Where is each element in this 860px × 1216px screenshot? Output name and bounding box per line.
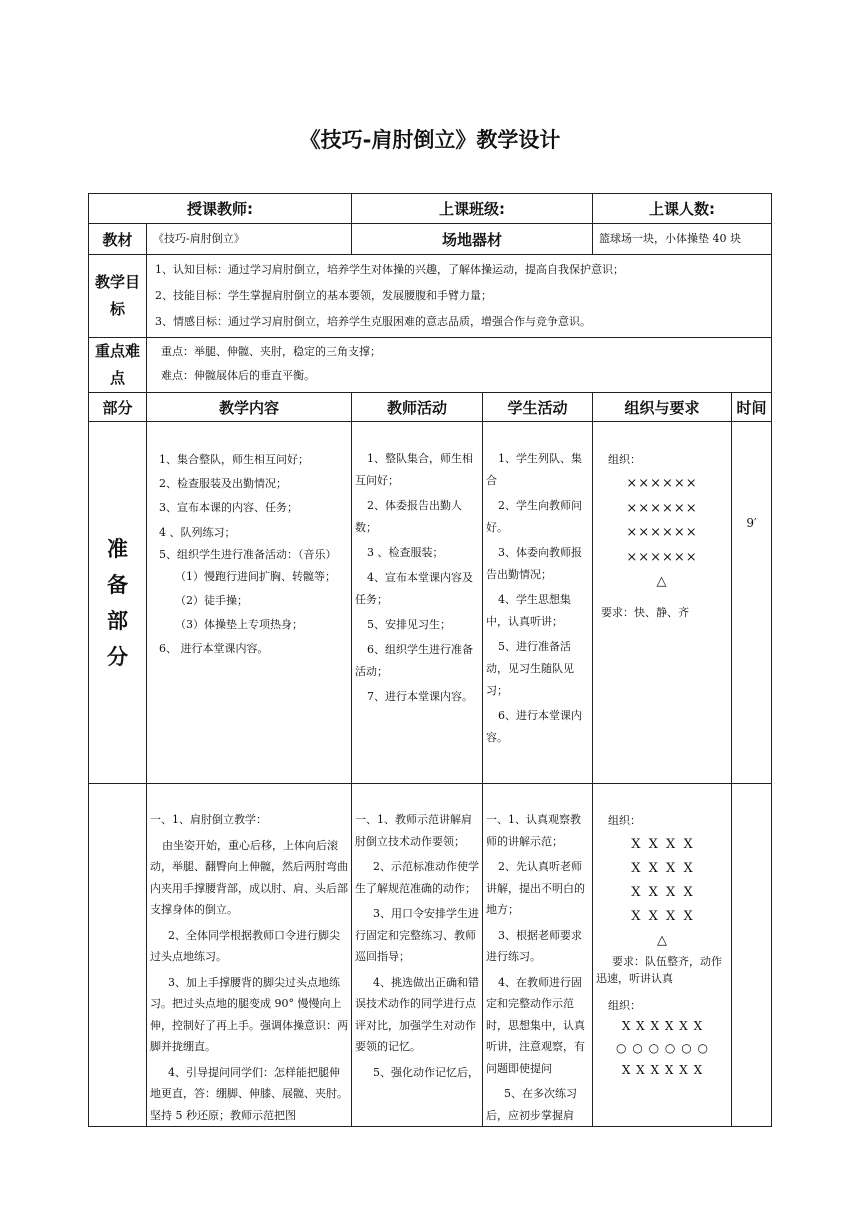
list-item: 2、学生向教师问好。 (486, 499, 582, 534)
list-item: （3）体操垫上专项热身； (175, 618, 303, 632)
list-item: 一、1、教师示范讲解肩肘倒立技术动作要领； (355, 813, 472, 848)
list-item: 7、进行本堂课内容。 (367, 690, 473, 703)
list-item: 2、先认真听老师讲解，提出不明白的地方； (486, 860, 585, 916)
teacher-field: 授课教师: (89, 194, 352, 224)
goal-item: 1、认知目标：通过学习肩肘倒立，培养学生对体操的兴趣，了解体操运动，提高自我保护意识； (155, 263, 624, 276)
formation-row: ×××××× (626, 500, 698, 516)
formation-row: X X X X (631, 861, 693, 877)
venue-value: 篮球场一块，小体操垫 40 块 (593, 224, 772, 255)
col-header-content: 教学内容 (147, 393, 352, 422)
col-header-section: 部分 (89, 393, 147, 422)
list-item: 6、进行本堂课内容。 (486, 709, 582, 744)
list-item: （1）慢跑行进间扩胸、转髋等； (175, 569, 336, 583)
formation-row: ×××××× (626, 476, 698, 492)
list-item: 3 、检查服装； (367, 546, 444, 559)
list-item: 3、用口令安排学生进行固定和完整练习、教师巡回指导； (355, 907, 479, 963)
list-item: 1、学生列队、集合 (486, 452, 582, 487)
col-header-teacher: 教师活动 (352, 393, 483, 422)
formation-row: X X X X X X (621, 1019, 703, 1034)
list-item: 6、组织学生进行准备活动； (355, 643, 473, 678)
list-item: 3、加上手撑腰背的脚尖过头点地练习。把过头点地的腿变成 90° 慢慢向上伸，控制好了再上手。强调体操意识：两脚并拢绷直。 (150, 975, 348, 1053)
prep-student-activity (483, 422, 593, 784)
col-header-time: 时间 (732, 393, 772, 422)
list-item: 一、1、肩肘倒立教学： (150, 813, 267, 826)
formation-row: ×××××× (626, 549, 698, 565)
list-item: 2、体委报告出勤人数； (355, 499, 462, 534)
goal-item: 2、技能目标：学生掌握肩肘倒立的基本要领，发展腰腹和手臂力量； (155, 289, 492, 302)
formation-row: X X X X (631, 885, 693, 901)
list-item: 由坐姿开始，重心后移，上体向后滚动，举腿、翻臀向上伸髋，然后两肘弯曲内夹用手撑腰背部，成以肘、肩、头后部支撑身体的倒立。 (150, 838, 348, 916)
basic-student-activity (483, 784, 593, 1127)
list-item: 4、在教师进行固定和完整动作示范时，思想集中，认真听讲，注意观察，有问题即使提问 (486, 975, 585, 1075)
basic-organization (593, 784, 732, 1127)
list-item: 2、示范标准动作使学生了解规范准确的动作； (355, 860, 479, 895)
basic-content (147, 784, 352, 1127)
requirement-text: 要求：快、静、齐 (601, 605, 689, 619)
goal-item: 3、情感目标：通过学习肩肘倒立，培养学生克服困难的意志品质，增强合作与竞争意识。 (155, 315, 591, 328)
formation-row: ×××××× (626, 525, 698, 541)
list-item: 3、根据老师要求进行练习。 (486, 928, 582, 963)
prep-organization (593, 422, 732, 784)
keypoints-list (147, 338, 772, 393)
list-item: 5、进行准备活动，见习生随队见习； (486, 640, 574, 697)
col-header-student: 学生活动 (483, 393, 593, 422)
keypoint-item: 难点：伸髋展体后的垂直平衡。 (161, 369, 315, 382)
formation-row: X X X X (631, 837, 693, 853)
list-item: 6、 进行本堂课内容。 (159, 642, 269, 656)
formation-row: ○ ○ ○ ○ ○ ○ (616, 1041, 708, 1056)
requirement-text: 要求：队伍整齐，动作迅速，听讲认真 (596, 955, 722, 986)
material-label: 教材 (89, 224, 147, 255)
list-item: 5、在多次练习后，应初步掌握肩 (486, 1087, 577, 1122)
basic-teacher-activity (352, 784, 483, 1127)
prep-section-label: 准备部分 (89, 422, 147, 784)
list-item: 2、检查服装及出勤情况； (159, 477, 287, 491)
keypoints-label: 重点难点 (89, 338, 147, 393)
organization-label: 组织： (608, 999, 641, 1013)
col-header-organization: 组织与要求 (593, 393, 732, 422)
basic-section-label (89, 784, 147, 1127)
venue-label: 场地器材 (352, 224, 593, 255)
list-item: 2、全体同学根据教师口令进行脚尖过头点地练习。 (150, 928, 340, 963)
class-field: 上课班级: (352, 194, 593, 224)
prep-teacher-activity (352, 422, 483, 784)
list-item: 4、挑选做出正确和错误技术动作的同学进行点评对比，加强学生对动作要领的记忆。 (355, 975, 479, 1053)
list-item: 3、体委向教师报告出勤情况； (486, 546, 582, 581)
keypoint-item: 重点：举腿、伸髋、夹肘，稳定的三角支撑； (161, 345, 381, 358)
list-item: 一、1、认真观察教师的讲解示范； (486, 813, 581, 848)
goals-label: 教学目标 (89, 255, 147, 338)
prep-time: 9′ (732, 422, 772, 784)
lesson-plan-table (88, 193, 772, 1127)
formation-row: X X X X (631, 909, 693, 925)
goals-list (147, 255, 772, 338)
organization-label: 组织： (608, 814, 641, 827)
prep-content (147, 422, 352, 784)
list-item: 5、强化动作记忆后， (373, 1065, 479, 1079)
formation-row: X X X X X X (621, 1063, 703, 1078)
list-item: 1、整队集合，师生相互问好； (355, 452, 473, 487)
list-item: 4、引导提问同学们：怎样能把腿伸地更直，答：绷脚、伸膝、展髋、夹肘。坚持 5 秒还原；教师示范把图 (150, 1065, 348, 1122)
list-item: 4、宣布本堂课内容及任务； (355, 571, 473, 606)
list-item: 4、学生思想集中，认真听讲； (486, 593, 571, 628)
student-count-field: 上课人数: (593, 194, 772, 224)
list-item: 3、宣布本课的内容、任务； (159, 501, 298, 515)
organization-label: 组织： (608, 453, 641, 466)
page-title: 《技巧-肩肘倒立》教学设计 (299, 128, 561, 152)
list-item: 1、集合整队，师生相互问好； (159, 453, 309, 466)
list-item: 5、组织学生进行准备活动：（音乐） (159, 547, 337, 561)
material-value: 《技巧-肩肘倒立》 (147, 224, 352, 255)
list-item: 5、安排见习生； (367, 618, 451, 631)
teacher-triangle-icon: △ (656, 574, 668, 590)
basic-time (732, 784, 772, 1127)
list-item: （2）徒手操； (175, 594, 248, 608)
list-item: 4 、队列练习； (159, 525, 236, 539)
teacher-triangle-icon: △ (657, 933, 667, 949)
